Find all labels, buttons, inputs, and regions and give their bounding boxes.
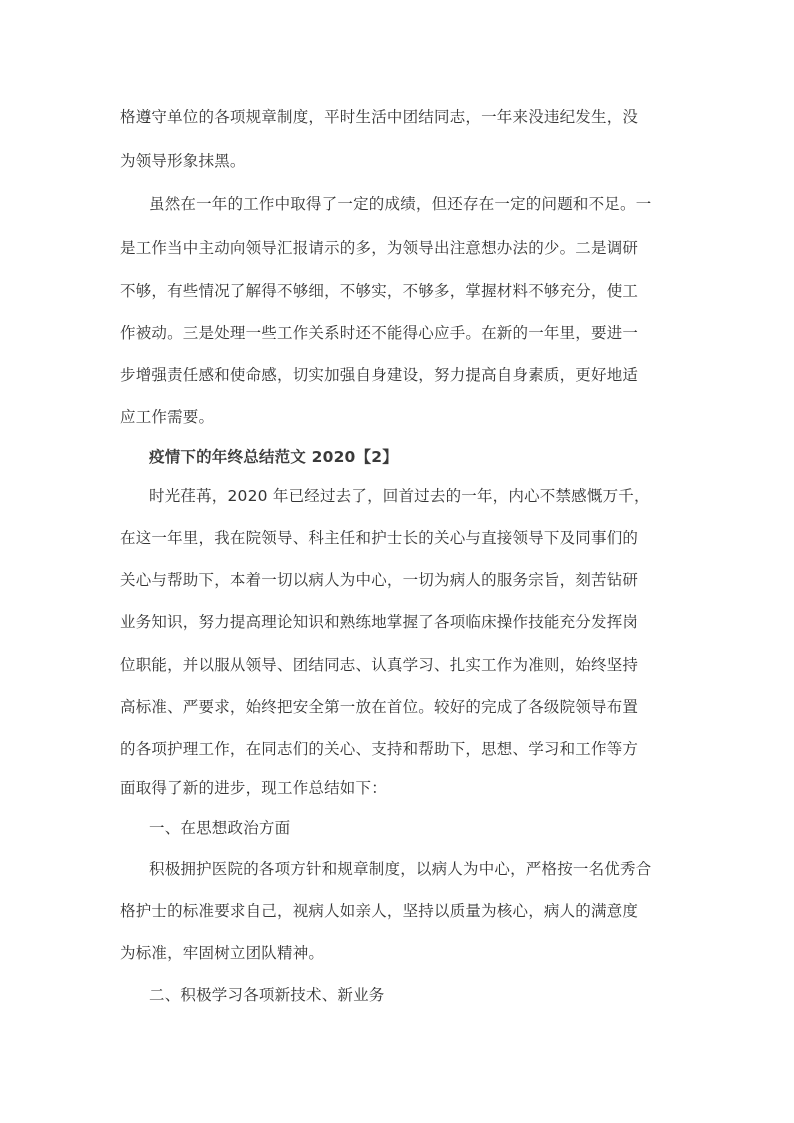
paragraph-line: 时光荏苒，2020 年已经过去了，回首过去的一年，内心不禁感慨万千， [149, 487, 650, 505]
paragraph-line: 面取得了新的进步，现工作总结如下： [120, 779, 387, 797]
paragraph-line: 为标准，牢固树立团队精神。 [120, 944, 325, 962]
paragraph-line: 格护士的标准要求自己，视病人如亲人，坚持以质量为核心，病人的满意度 [120, 902, 639, 920]
paragraph-line: 应工作需要。 [120, 408, 215, 426]
subsection-heading: 二、积极学习各项新技术、新业务 [149, 986, 385, 1004]
paragraph-line: 的各项护理工作，在同志们的关心、支持和帮助下，思想、学习和工作等方 [120, 740, 639, 758]
subsection-heading: 一、在思想政治方面 [149, 819, 291, 837]
paragraph-line: 虽然在一年的工作中取得了一定的成绩，但还存在一定的问题和不足。一 [149, 195, 652, 213]
paragraph-line: 格遵守单位的各项规章制度，平时生活中团结同志，一年来没违纪发生，没 [120, 108, 639, 126]
paragraph-line: 在这一年里，我在院领导、科主任和护士长的关心与直接领导下及同事们的 [120, 529, 639, 547]
paragraph-line: 作被动。三是处理一些工作关系时还不能得心应手。在新的一年里，要进一 [120, 324, 639, 342]
paragraph-line: 关心与帮助下，本着一切以病人为中心，一切为病人的服务宗旨，刻苦钻研 [120, 571, 639, 589]
paragraph-line: 高标准、严要求，始终把安全第一放在首位。较好的完成了各级院领导布置 [120, 698, 639, 716]
paragraph-line: 位职能，并以服从领导、团结同志、认真学习、扎实工作为准则，始终坚持 [120, 656, 639, 674]
section-heading: 疫情下的年终总结范文 2020【2】 [149, 448, 398, 466]
paragraph-line: 积极拥护医院的各项方针和规章制度，以病人为中心，严格按一名优秀合 [149, 860, 652, 878]
paragraph-line: 步增强责任感和使命感，切实加强自身建设，努力提高自身素质，更好地适 [120, 366, 639, 384]
paragraph-line: 业务知识，努力提高理论知识和熟练地掌握了各项临床操作技能充分发挥岗 [120, 613, 639, 631]
paragraph-line: 是工作当中主动向领导汇报请示的多，为领导出注意想办法的少。二是调研 [120, 239, 639, 257]
paragraph-line: 为领导形象抹黑。 [120, 152, 246, 170]
paragraph-line: 不够，有些情况了解得不够细，不够实，不够多，掌握材料不够充分，使工 [120, 282, 639, 300]
